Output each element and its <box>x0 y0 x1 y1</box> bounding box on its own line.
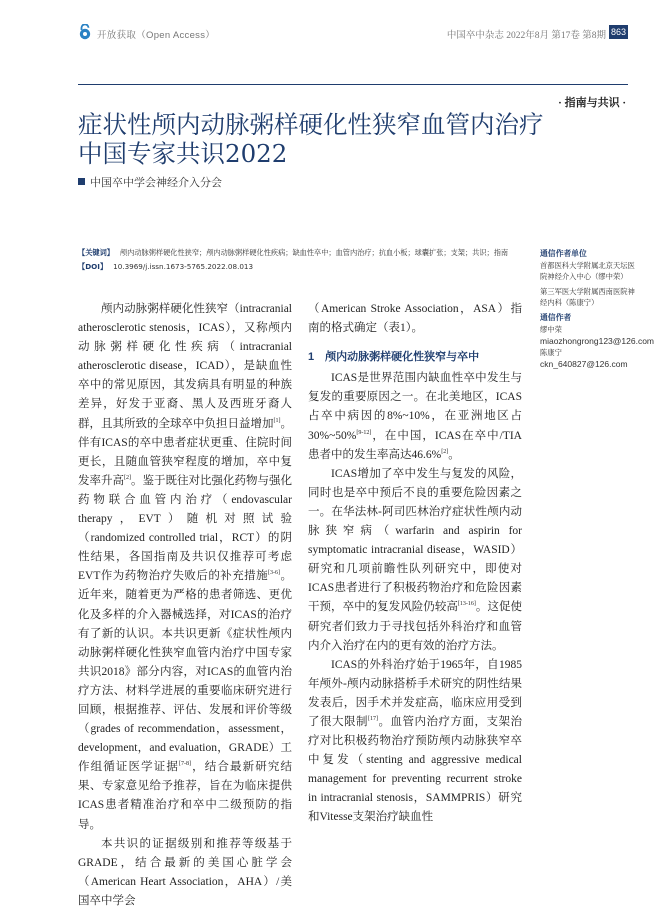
citation[interactable]: [17] <box>368 716 378 723</box>
section-heading-1: 1 颅内动脉粥样硬化性狭窄与卒中 <box>308 351 480 364</box>
citation[interactable]: [1] <box>273 417 281 424</box>
author-email-2[interactable]: ckn_640827@126.com <box>540 359 628 369</box>
citation[interactable]: [7-8] <box>179 761 191 768</box>
body-left-column <box>78 300 292 911</box>
keywords-block <box>78 246 518 274</box>
open-access-lock-icon <box>78 24 92 40</box>
article-title: 症状性颅内动脉粥样硬化性狭窄血管内治疗中国专家共识2022 <box>78 110 544 168</box>
open-access-label: 开放获取（Open Access） <box>97 30 216 41</box>
keywords-text: 颅内动脉粥样硬化性狭窄；颅内动脉粥样硬化性疾病；缺血性卒中；血管内治疗；抗血小板；球囊扩张；支架；共识；指南 <box>119 248 509 257</box>
page-number-badge: 863 <box>610 27 627 37</box>
section-1-paragraph-3: ICAS的外科治疗始于1965年，自1985年颅外-颅内动脉搭桥手术研究的阴性结果发表后，因手术并发症高，临床应用受到了很大限制[17]。血管内治疗方面，支架治疗对比积极药物治疗预防颅内动脉狭窄卒中复发（stenting and aggressive medical management for preventing recurrent stroke in intracranial stenosis，SAMMPRIS）研究和Vitesse支架治疗缺血性 <box>308 658 522 824</box>
author-bullet-icon <box>78 178 85 185</box>
section-1-paragraph-1: ICAS是世界范围内缺血性卒中发生与复发的重要原因之一。在北美地区，ICAS占卒中病因的8%~10%，在亚洲地区占30%~50%[9-12]，在中国，ICAS在卒中/TIA患者中的发生率高达46.6%[2]。 <box>308 372 522 461</box>
intro-paragraph-1: 颅内动脉粥样硬化性狭窄（intracranial atherosclerotic stenosis，ICAS），又称颅内动脉粥样硬化性疾病（intracranial atherosclerotic disease，ICAD），是缺血性卒中的常见原因，其发病具有明显的种族差异，好发于亚裔、黑人及西班牙裔人群，且其所致的全球卒中负担日益增加[1]。伴有ICAS的卒中患者症状更重、住院时间更长，且随血管狭窄程度的增加，卒中复发率升高[2]。鉴于既往对比强化药物与强化药物联合血管内治疗（endovascular therapy，EVT）随机对照试验（randomized controlled trial，RCT）的阴性结果，各国指南及共识仅推荐可考虑EVT作为药物治疗失败后的补充措施[3-6]。近年来，随着更为严格的患者筛选、更优化及多样的介入器械选择，对ICAS的治疗有了新的认识。本共识更新《症状性颅内动脉粥样硬化性狭窄血管内治疗中国专家共识2018》部分内容，对ICAS的血管内治疗方法、材料学进展的重要临床研究进行回顾，根据推荐、评估、发展和评价等级（grades of recommendation，assessment，development，and evaluation，GRADE）工作组循证医学证据[7-8]，结合最新研究结果、专家意见给予推荐，旨在为临床提供ICAS患者精准治疗和卒中二级预防的指导。 <box>78 303 292 831</box>
continued-paragraph: （American Stroke Association，ASA）指南的格式确定（表1）。 <box>308 303 522 335</box>
citation[interactable]: [2] <box>441 448 449 455</box>
section-tag: · 指南与共识 · <box>558 97 626 109</box>
citation[interactable]: [13-16] <box>457 601 476 608</box>
affiliation-title: 通信作者单位 <box>540 249 587 258</box>
author-email-1[interactable]: miaozhongrong123@126.com <box>540 336 655 346</box>
doi-value[interactable]: 10.3969/j.issn.1673-5765.2022.08.013 <box>113 262 254 271</box>
corresponding-author-title: 通信作者 <box>540 313 572 322</box>
doi-label: 【DOI】 <box>78 262 108 271</box>
affiliation-2: 第三军医大学附属西南医院神经内科（陈康宁） <box>540 287 635 307</box>
correspondence-sidebar <box>540 248 655 370</box>
section-1-paragraph-2: ICAS增加了卒中发生与复发的风险，同时也是卒中预后不良的重要危险因素之一。在华法林-阿司匹林治疗症状性颅内动脉狭窄病（warfarin and aspirin for symptomatic intracranial disease，WASID）研究和几项前瞻性队列研究中，即使对ICAS患者进行了积极药物治疗和危险因素干预，卒中的复发风险仍较高[13-16]。这促使研究者们致力于寻找包括外科治疗和血管内介入治疗在内的更有效的治疗方法。 <box>308 467 523 652</box>
journal-info: 中国卒中杂志 2022年8月 第17卷 第8期 <box>446 31 606 41</box>
author-line <box>78 174 222 190</box>
citation[interactable]: [3-6] <box>268 570 281 577</box>
page-header <box>0 0 662 62</box>
doi-line <box>78 260 518 274</box>
affiliation-1: 首都医科大学附属北京天坛医院神经介入中心（缪中荣） <box>540 261 635 281</box>
author-name: 中国卒中学会神经介入分会 <box>90 177 222 189</box>
intro-paragraph-2: 本共识的证据级别和推荐等级基于GRADE，结合最新的美国心脏学会（American Heart Association，AHA）/美国卒中学会 <box>78 837 292 907</box>
author-name-2: 陈康宁 <box>540 348 562 357</box>
keywords-line <box>78 246 518 260</box>
citation[interactable]: [9-12] <box>356 429 372 436</box>
header-divider <box>78 84 628 85</box>
author-name-1: 缪中荣 <box>540 325 562 334</box>
body-right-column <box>308 300 522 828</box>
keywords-label: 【关键词】 <box>78 248 114 257</box>
citation[interactable]: [2] <box>124 475 131 482</box>
